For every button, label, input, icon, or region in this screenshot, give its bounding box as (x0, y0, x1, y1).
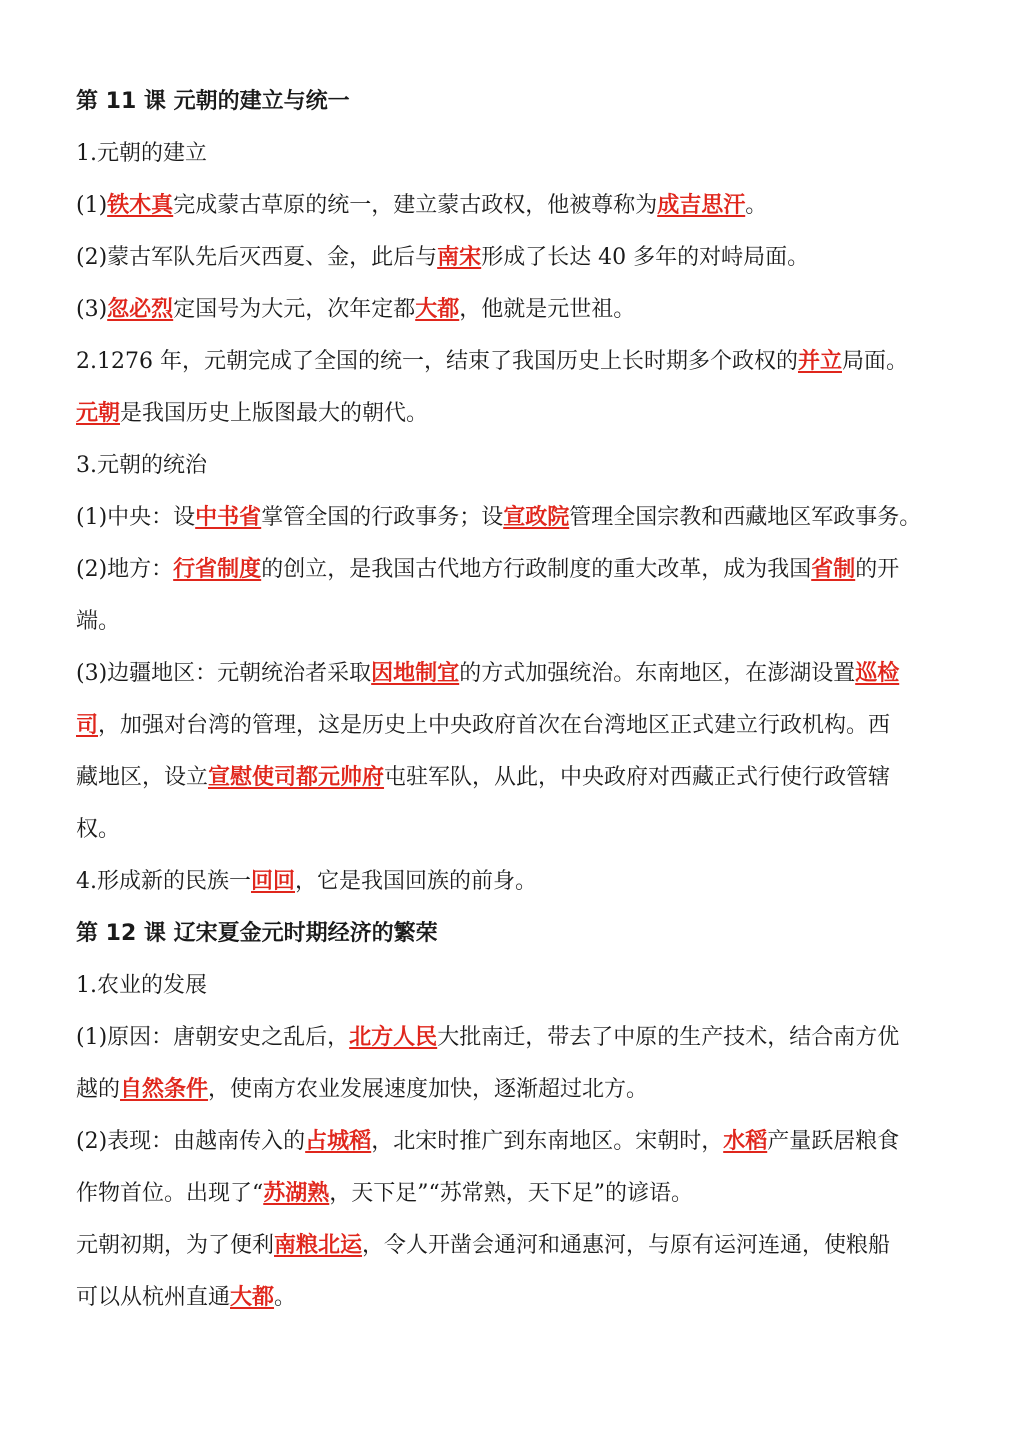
paragraph-line: 藏地区，设立宣慰使司都元帅府屯驻军队，从此，中央政府对西藏正式行使行政管辖 (76, 765, 891, 790)
paragraph-line: (2)表现：由越南传入的占城稻，北宋时推广到东南地区。宋朝时，水稻产量跃居粮食 (76, 1129, 900, 1154)
keyword: 大都 (230, 1285, 275, 1310)
paragraph-line: (3)忽必烈定国号为大元，次年定都大都，他就是元世祖。 (76, 297, 636, 322)
paragraph-line: 端。 (76, 609, 121, 634)
keyword: 行省制度 (173, 557, 262, 582)
lesson-12-title: 第 12 课 辽宋夏金元时期经济的繁荣 (76, 921, 438, 946)
keyword: 回回 (251, 869, 296, 894)
paragraph-line: 元朝初期，为了便利南粮北运，令人开凿会通河和通惠河，与原有运河连通，使粮船 (76, 1233, 891, 1258)
paragraph-line: 司，加强对台湾的管理，这是历史上中央政府首次在台湾地区正式建立行政机构。西 (76, 713, 891, 738)
keyword: 因地制宜 (371, 661, 460, 686)
paragraph-line: 4.形成新的民族一回回，它是我国回族的前身。 (76, 869, 538, 894)
keyword: 自然条件 (120, 1077, 209, 1102)
section-heading: 3.元朝的统治 (76, 453, 207, 478)
keyword: 苏湖熟 (263, 1181, 330, 1206)
keyword: 大都 (415, 297, 460, 322)
paragraph-line: (1)铁木真完成蒙古草原的统一，建立蒙古政权，他被尊称为成吉思汗。 (76, 193, 768, 218)
section-heading: 1.元朝的建立 (76, 141, 207, 166)
keyword: 南宋 (437, 245, 482, 270)
paragraph-line: (1)原因：唐朝安史之乱后，北方人民大批南迁，带去了中原的生产技术，结合南方优 (76, 1025, 900, 1050)
paragraph-line: 权。 (76, 817, 121, 842)
keyword: 成吉思汗 (657, 193, 746, 218)
keyword: 宣政院 (503, 505, 570, 530)
keyword: 南粮北运 (274, 1233, 363, 1258)
keyword: 水稻 (723, 1129, 768, 1154)
lesson-11-title: 第 11 课 元朝的建立与统一 (76, 89, 350, 114)
paragraph-line: (2)蒙古军队先后灭西夏、金，此后与南宋形成了长达 40 多年的对峙局面。 (76, 245, 810, 270)
paragraph-line: (2)地方：行省制度的创立，是我国古代地方行政制度的重大改革，成为我国省制的开 (76, 557, 900, 582)
keyword: 并立 (797, 349, 842, 374)
keyword: 中书省 (195, 505, 262, 530)
paragraph-line: 元朝是我国历史上版图最大的朝代。 (76, 401, 429, 426)
keyword: 元朝 (76, 401, 121, 426)
keyword: 宣慰使司都元帅府 (208, 765, 385, 790)
keyword: 占城稻 (305, 1129, 372, 1154)
keyword: 铁木真 (107, 193, 174, 218)
paragraph-line: 2.1276 年，元朝完成了全国的统一，结束了我国历史上长时期多个政权的并立局面。 (76, 349, 909, 374)
paragraph-line: 越的自然条件，使南方农业发展速度加快，逐渐超过北方。 (76, 1077, 649, 1102)
paragraph-line: (3)边疆地区：元朝统治者采取因地制宜的方式加强统治。东南地区，在澎湖设置巡检 (76, 661, 900, 686)
section-heading: 1.农业的发展 (76, 973, 207, 998)
keyword: 巡检 (855, 661, 900, 686)
keyword: 省制 (811, 557, 856, 582)
keyword: 北方人民 (349, 1025, 438, 1050)
paragraph-line: 可以从杭州直通大都。 (76, 1285, 297, 1310)
keyword: 司 (76, 713, 99, 738)
paragraph-line: 作物首位。出现了“苏湖熟，天下足”“苏常熟，天下足”的谚语。 (76, 1181, 694, 1206)
keyword: 忽必烈 (107, 297, 174, 322)
paragraph-line: (1)中央：设中书省掌管全国的行政事务；设宣政院管理全国宗教和西藏地区军政事务。 (76, 505, 922, 530)
